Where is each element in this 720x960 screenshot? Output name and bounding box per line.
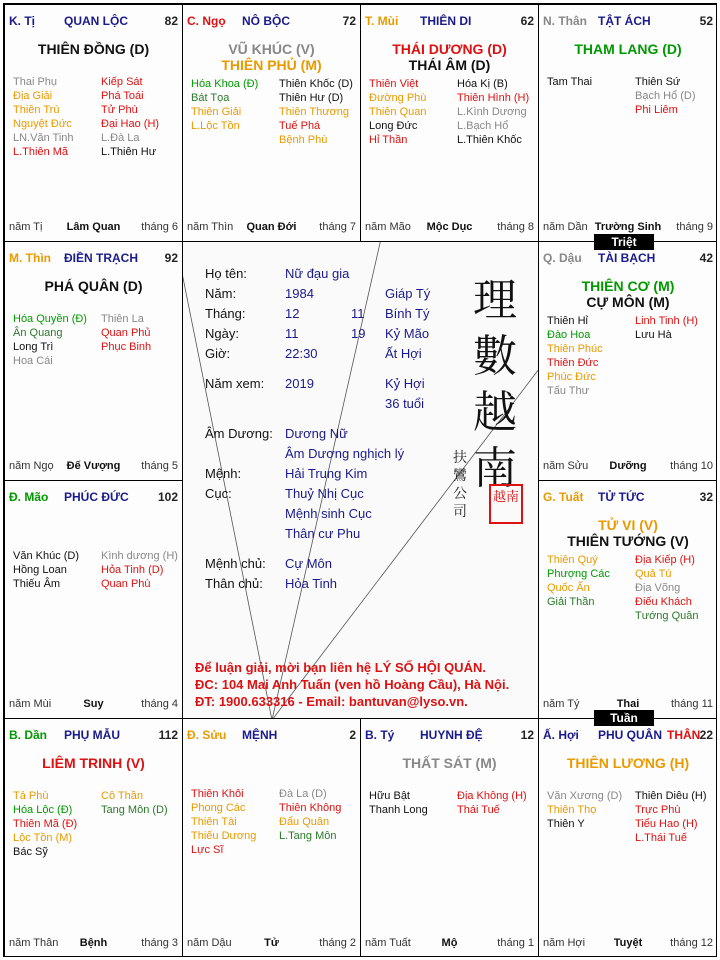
minor-star: Hóa Khoa (Đ) bbox=[191, 78, 259, 90]
contact-line: ĐC: 104 Mai Anh Tuấn (ven hồ Hoàng Cầu), Hà Nội. bbox=[195, 677, 510, 692]
minor-stars-left bbox=[191, 787, 256, 857]
branch-label: K. Tị bbox=[9, 14, 35, 28]
calligraphy-char: 理 bbox=[473, 275, 517, 326]
palace-cell-ngo[interactable] bbox=[182, 4, 361, 242]
palace-header bbox=[365, 728, 534, 742]
info-label: Thân chủ: bbox=[205, 576, 263, 591]
minor-star: Thiên Trù bbox=[13, 104, 60, 116]
month-label: tháng 11 bbox=[670, 698, 713, 710]
minor-star: Thiên Quý bbox=[547, 554, 598, 566]
minor-star: Phi Liêm bbox=[635, 104, 678, 116]
main-star: THÁI DƯƠNG (D) bbox=[392, 41, 507, 57]
minor-star: Địa Giải bbox=[13, 90, 53, 102]
palace-cell-ty[interactable] bbox=[360, 718, 539, 957]
branch-label: Đ. Sửu bbox=[187, 728, 227, 742]
minor-star: L.Kình Dương bbox=[457, 106, 527, 118]
life-stage: Bệnh bbox=[79, 937, 108, 949]
minor-star: Thiên Giải bbox=[191, 106, 242, 118]
minor-star: Thiên Hư (D) bbox=[279, 92, 344, 104]
minor-star: Thiên Phúc bbox=[547, 343, 603, 355]
palace-number: 2 bbox=[349, 728, 356, 742]
palace-name: THIÊN DI bbox=[420, 14, 472, 28]
life-stage: Suy bbox=[83, 698, 104, 710]
minor-star: Thiếu Âm bbox=[13, 578, 61, 590]
palace-name: HUYNH ĐỆ bbox=[420, 728, 483, 742]
minor-stars-left bbox=[13, 312, 87, 368]
palace-header bbox=[9, 251, 178, 265]
palace-header bbox=[9, 490, 178, 504]
info-value: Cự Môn bbox=[285, 556, 332, 571]
minor-stars bbox=[547, 553, 709, 673]
minor-star: Lộc Tồn (M) bbox=[13, 832, 73, 844]
palace-number: 72 bbox=[342, 14, 356, 28]
palace-number: 42 bbox=[699, 251, 713, 265]
minor-star: L.Bạch Hổ bbox=[457, 120, 509, 132]
calligraphy-char: 數 bbox=[473, 331, 517, 382]
main-star: TỬ VI (V) bbox=[598, 517, 658, 533]
life-stage: Lâm Quan bbox=[66, 221, 121, 233]
minor-star: Giải Thần bbox=[547, 596, 595, 608]
minor-star: Thái Tuế bbox=[457, 804, 500, 816]
life-stage: Quan Đới bbox=[246, 221, 297, 233]
minor-star: Phong Các bbox=[191, 802, 246, 814]
life-stage: Dưỡng bbox=[609, 460, 647, 472]
month-label: tháng 6 bbox=[141, 221, 178, 233]
life-stage: Trường Sinh bbox=[594, 221, 662, 233]
info-value: Kỷ Mão bbox=[385, 326, 430, 341]
month-label: tháng 12 bbox=[670, 937, 713, 949]
minor-stars-left bbox=[13, 75, 74, 159]
minor-stars bbox=[547, 789, 709, 909]
minor-star: Tướng Quân bbox=[635, 610, 699, 622]
year-label: năm Dần bbox=[543, 221, 588, 233]
minor-star: Tử Phù bbox=[101, 104, 138, 116]
palace-number: 62 bbox=[520, 14, 534, 28]
palace-name: QUAN LỘC bbox=[64, 14, 128, 28]
palace-footer bbox=[543, 937, 713, 951]
palace-footer bbox=[187, 221, 356, 235]
minor-star: Thiên Hỉ bbox=[547, 315, 588, 327]
minor-stars-left bbox=[547, 553, 610, 609]
minor-stars bbox=[547, 314, 709, 434]
minor-star: Điếu Khách bbox=[635, 596, 692, 608]
info-value: Bính Tý bbox=[385, 306, 430, 321]
palace-cell-thin[interactable] bbox=[4, 241, 183, 481]
month-label: tháng 9 bbox=[676, 221, 713, 233]
minor-star: Địa Võng bbox=[635, 582, 681, 594]
minor-star: Đường Phù bbox=[369, 92, 427, 104]
minor-star: Quốc Ấn bbox=[547, 582, 590, 594]
info-label: Tháng: bbox=[205, 306, 246, 321]
info-label: Mệnh: bbox=[205, 466, 242, 481]
palace-cell-than[interactable] bbox=[538, 4, 717, 242]
minor-star: Văn Xương (D) bbox=[547, 790, 623, 802]
minor-star: Hoa Cái bbox=[13, 355, 53, 367]
minor-star: L.Đà La bbox=[101, 132, 140, 144]
palace-header bbox=[9, 14, 178, 28]
palace-number: 82 bbox=[164, 14, 178, 28]
palace-cell-mui[interactable] bbox=[360, 4, 539, 242]
palace-name: TỬ TỨC bbox=[598, 490, 645, 504]
minor-stars-right bbox=[101, 75, 159, 159]
life-stage: Mộ bbox=[441, 937, 458, 949]
minor-star: Phục Binh bbox=[101, 341, 152, 353]
minor-stars-right bbox=[101, 312, 151, 354]
main-star: PHÁ QUÂN (D) bbox=[44, 278, 143, 294]
info-value: Âm Dương nghịch lý bbox=[285, 446, 405, 461]
year-label: năm Mùi bbox=[9, 698, 52, 710]
minor-stars-left bbox=[547, 75, 592, 89]
palace-number: 92 bbox=[164, 251, 178, 265]
minor-star: Hóa Kị (B) bbox=[457, 78, 508, 90]
info-value: 36 tuổi bbox=[385, 396, 425, 411]
minor-star: Tang Môn (D) bbox=[101, 804, 168, 816]
year-label: năm Tý bbox=[543, 698, 580, 710]
palace-header bbox=[187, 728, 356, 742]
minor-star: Bác Sỹ bbox=[13, 846, 48, 858]
palace-footer bbox=[365, 221, 534, 235]
side-char: 司 bbox=[453, 504, 467, 520]
calligraphy-char: 南 bbox=[473, 443, 517, 494]
main-star: THIÊN ĐỒNG (D) bbox=[37, 41, 150, 57]
minor-stars-right bbox=[457, 77, 529, 147]
life-stage: Mộc Dục bbox=[426, 221, 473, 233]
info-value: Giáp Tý bbox=[385, 286, 431, 301]
palace-cell-suu[interactable] bbox=[182, 718, 361, 957]
info-value: 1984 bbox=[285, 286, 314, 301]
year-label: năm Dậu bbox=[187, 937, 232, 949]
month-label: tháng 2 bbox=[319, 937, 356, 949]
palace-footer bbox=[9, 937, 178, 951]
minor-star: Linh Tinh (H) bbox=[635, 315, 698, 327]
minor-star: Hồng Loan bbox=[13, 564, 67, 576]
palace-number: 12 bbox=[520, 728, 534, 742]
minor-star: Nguyệt Đức bbox=[13, 118, 72, 130]
month-label: tháng 8 bbox=[497, 221, 534, 233]
main-star: THIÊN TƯỚNG (V) bbox=[567, 533, 689, 549]
info-label: Năm: bbox=[205, 286, 237, 301]
palace-name: PHÚC ĐỨC bbox=[64, 490, 129, 504]
minor-stars bbox=[13, 549, 178, 669]
main-star: THIÊN LƯƠNG (H) bbox=[566, 755, 690, 771]
palace-header bbox=[543, 490, 713, 504]
minor-star: Thai Phụ bbox=[13, 76, 58, 88]
main-star: LIÊM TRINH (V) bbox=[42, 755, 145, 771]
palace-header bbox=[365, 14, 534, 28]
minor-star: Đẩu Quân bbox=[279, 816, 330, 828]
palace-name: MỆNH bbox=[242, 728, 278, 742]
info-value: 2019 bbox=[285, 376, 314, 391]
minor-star: Kiếp Sát bbox=[101, 76, 143, 88]
horoscope-chart bbox=[3, 3, 717, 957]
minor-stars bbox=[191, 77, 352, 197]
info-label: Cục: bbox=[205, 486, 232, 501]
life-stage: Thai bbox=[616, 698, 640, 710]
minor-stars-left bbox=[369, 789, 428, 817]
info-value: Hải Trung Kim bbox=[285, 466, 368, 481]
minor-star: Thiên Hình (H) bbox=[457, 92, 530, 104]
minor-star: Tuế Phá bbox=[279, 120, 321, 132]
minor-star: Hữu Bật bbox=[369, 790, 410, 802]
minor-star: Hỏa Tinh (D) bbox=[101, 564, 164, 576]
info-value: Ất Hợi bbox=[385, 346, 422, 361]
minor-star: Thiên Khốc (D) bbox=[279, 78, 353, 90]
minor-stars bbox=[13, 312, 174, 432]
minor-stars-left bbox=[191, 77, 258, 133]
minor-star: Phá Toái bbox=[101, 90, 144, 102]
minor-star: Tả Phù bbox=[13, 790, 49, 802]
minor-star: Thiên Việt bbox=[369, 78, 419, 90]
minor-stars-right bbox=[635, 314, 698, 342]
main-star: CỰ MÔN (M) bbox=[586, 294, 670, 310]
minor-star: LN.Văn Tinh bbox=[13, 132, 74, 144]
minor-star: Thiên Thọ bbox=[547, 804, 597, 816]
info-label: Âm Dương: bbox=[205, 426, 273, 441]
info-value: Thuỷ Nhị Cục bbox=[285, 486, 364, 501]
main-star: THÁI ÂM (D) bbox=[408, 57, 491, 73]
minor-star: Địa Không (H) bbox=[457, 790, 527, 802]
branch-label: Q. Dậu bbox=[543, 251, 582, 265]
minor-star: Kình dương (H) bbox=[101, 550, 178, 562]
palace-number: 22 bbox=[699, 728, 713, 742]
month-label: tháng 7 bbox=[319, 221, 356, 233]
palace-name: PHỤ MẪU bbox=[64, 728, 120, 742]
minor-star: Phúc Đức bbox=[547, 371, 596, 383]
info-value: Nữ đạu gia bbox=[285, 266, 350, 281]
info-label: Ngày: bbox=[205, 326, 239, 341]
month-label: tháng 4 bbox=[141, 698, 178, 710]
minor-star: Đào Hoa bbox=[547, 329, 591, 341]
branch-label: M. Thìn bbox=[9, 251, 51, 265]
year-label: năm Sửu bbox=[543, 460, 589, 472]
palace-cell-dau[interactable] bbox=[538, 241, 717, 481]
minor-star: Hỉ Thần bbox=[369, 134, 408, 146]
minor-star: Thiên Quan bbox=[369, 106, 427, 118]
info-value: Thân cư Phu bbox=[285, 526, 361, 541]
palace-header bbox=[543, 14, 713, 28]
info-label: Họ tên: bbox=[205, 266, 247, 281]
palace-header bbox=[187, 14, 356, 28]
palace-footer bbox=[9, 460, 178, 474]
minor-star: Bạch Hổ (D) bbox=[635, 90, 696, 102]
palace-cell-ti[interactable] bbox=[4, 4, 183, 242]
palace-cell-mao[interactable] bbox=[4, 480, 183, 719]
branch-label: T. Mùi bbox=[365, 14, 399, 28]
minor-stars-right bbox=[101, 789, 168, 817]
minor-star: Long Trì bbox=[13, 341, 54, 353]
minor-star: Quan Phủ bbox=[101, 327, 151, 339]
info-value: Mệnh sinh Cục bbox=[285, 506, 372, 521]
minor-star: L.Thiên Mã bbox=[13, 146, 69, 158]
minor-stars-right bbox=[279, 787, 341, 843]
minor-stars-left bbox=[13, 549, 79, 591]
year-label: năm Thân bbox=[9, 937, 59, 949]
palace-header bbox=[543, 251, 713, 265]
month-label: tháng 5 bbox=[141, 460, 178, 472]
palace-number: 32 bbox=[699, 490, 713, 504]
minor-star: L.Thiên Hư bbox=[101, 146, 157, 158]
minor-star: Thiên Mã (Đ) bbox=[13, 818, 78, 830]
branch-label: C. Ngọ bbox=[187, 14, 226, 28]
minor-star: Lưu Hà bbox=[635, 329, 672, 341]
month-label: tháng 1 bbox=[497, 937, 534, 949]
minor-star: Quan Phù bbox=[101, 578, 151, 590]
minor-stars-right bbox=[457, 789, 527, 817]
info-value: Kỷ Hợi bbox=[385, 376, 425, 391]
minor-star: Bệnh Phù bbox=[279, 134, 328, 146]
branch-label: B. Dần bbox=[9, 728, 48, 742]
branch-label: G. Tuất bbox=[543, 490, 584, 504]
minor-star: Thiên Tài bbox=[191, 816, 237, 828]
info-value: Hỏa Tinh bbox=[285, 576, 338, 591]
info-label: Mệnh chủ: bbox=[205, 556, 266, 571]
minor-star: Thiên Khôi bbox=[191, 788, 244, 800]
minor-star: Tiểu Hao (H) bbox=[635, 818, 698, 830]
minor-star: Thiên Diêu (H) bbox=[635, 790, 707, 802]
minor-star: Tam Thai bbox=[547, 76, 593, 88]
minor-stars bbox=[369, 77, 530, 197]
life-stage: Tử bbox=[264, 937, 279, 949]
minor-star: Thiếu Dương bbox=[191, 830, 257, 842]
minor-star: L.Lộc Tồn bbox=[191, 120, 240, 132]
minor-stars-right bbox=[279, 77, 353, 147]
minor-stars bbox=[369, 789, 530, 909]
minor-stars-right bbox=[101, 549, 178, 591]
branch-label: N. Thân bbox=[543, 14, 587, 28]
month-label: tháng 10 bbox=[670, 460, 713, 472]
minor-stars bbox=[191, 787, 352, 907]
year-label: năm Hợi bbox=[543, 937, 586, 949]
info-value: 11 bbox=[351, 306, 365, 321]
info-value: 19 bbox=[351, 326, 366, 341]
palace-name: NÔ BỘC bbox=[242, 14, 290, 28]
minor-star: Cô Thần bbox=[101, 790, 143, 802]
palace-footer bbox=[365, 937, 534, 951]
tuan-mark: Tuần bbox=[594, 710, 654, 726]
minor-stars-left bbox=[547, 314, 603, 398]
main-star: VŨ KHÚC (V) bbox=[228, 41, 315, 57]
palace-number: 52 bbox=[699, 14, 713, 28]
branch-label: Đ. Mão bbox=[9, 490, 49, 504]
info-value: 12 bbox=[285, 306, 300, 321]
minor-star: Hóa Quyền (Đ) bbox=[13, 313, 87, 325]
minor-star: L.Thái Tuế bbox=[635, 832, 687, 844]
minor-star: Long Đức bbox=[369, 120, 418, 132]
main-star: THIÊN CƠ (M) bbox=[581, 278, 675, 294]
info-value: Dương Nữ bbox=[285, 426, 348, 441]
minor-stars-right bbox=[635, 789, 707, 845]
minor-star: Bát Tọa bbox=[191, 92, 230, 104]
year-label: năm Tuất bbox=[365, 937, 411, 949]
palace-cell-tuat[interactable] bbox=[538, 480, 717, 719]
calligraphy-char: 越 bbox=[473, 387, 517, 438]
minor-star: L.Thiên Khốc bbox=[457, 134, 522, 146]
life-stage: Tuyệt bbox=[613, 937, 643, 949]
contact-line: ĐT: 1900.633316 - Email: bantuvan@lyso.vn. bbox=[195, 694, 468, 709]
red-seal: 越南 bbox=[489, 484, 523, 524]
minor-stars bbox=[13, 75, 174, 195]
month-label: tháng 3 bbox=[141, 937, 178, 949]
triet-mark: Triệt bbox=[594, 234, 654, 250]
minor-star: Ân Quang bbox=[13, 327, 63, 339]
minor-stars-right bbox=[635, 75, 696, 117]
year-label: năm Mão bbox=[365, 221, 411, 233]
year-label: năm Tị bbox=[9, 221, 43, 233]
minor-star: Thiên Y bbox=[547, 818, 585, 830]
minor-star: Địa Kiếp (H) bbox=[635, 554, 695, 566]
branch-label: Ấ. Hợi bbox=[543, 728, 579, 742]
contact-line: Để luận giải, mời bạn liên hệ LÝ SỐ HỘI QUÁN. bbox=[195, 660, 486, 675]
info-label: Năm xem: bbox=[205, 376, 265, 391]
main-star: THIÊN PHỦ (M) bbox=[221, 57, 322, 73]
life-stage: Đế Vượng bbox=[66, 460, 121, 472]
palace-footer bbox=[9, 221, 178, 235]
palace-name: ĐIỀN TRẠCH bbox=[64, 251, 138, 265]
minor-star: Thiên Thương bbox=[279, 106, 350, 118]
year-label: năm Ngọ bbox=[9, 460, 54, 472]
minor-star: L.Tang Môn bbox=[279, 830, 337, 842]
minor-star: Thiên La bbox=[101, 313, 144, 325]
palace-name: PHU QUÂN bbox=[598, 728, 663, 742]
minor-star: Trực Phù bbox=[635, 804, 681, 816]
minor-star: Thiên Đức bbox=[547, 357, 599, 369]
minor-star: Thiên Sứ bbox=[635, 76, 681, 88]
minor-star: Đà La (D) bbox=[279, 788, 327, 800]
palace-name: TẬT ÁCH bbox=[598, 14, 651, 28]
palace-footer bbox=[187, 937, 356, 951]
year-label: năm Thìn bbox=[187, 221, 234, 233]
minor-stars-left bbox=[547, 789, 622, 831]
main-star: THẤT SÁT (M) bbox=[402, 755, 497, 771]
info-value: 22:30 bbox=[285, 346, 318, 361]
minor-stars bbox=[13, 789, 174, 909]
minor-star: Quả Tú bbox=[635, 568, 672, 580]
minor-stars-right bbox=[635, 553, 699, 623]
minor-stars-left bbox=[13, 789, 77, 859]
minor-star: Đại Hao (H) bbox=[101, 118, 160, 130]
palace-footer bbox=[543, 460, 713, 474]
palace-name-secondary: THÂN bbox=[667, 728, 701, 742]
minor-stars-left bbox=[369, 77, 426, 147]
palace-footer bbox=[543, 221, 713, 235]
minor-star: Phượng Các bbox=[547, 568, 610, 580]
palace-footer bbox=[9, 698, 178, 712]
info-value: 11 bbox=[285, 326, 299, 341]
info-label: Giờ: bbox=[205, 346, 231, 361]
palace-header bbox=[543, 728, 713, 742]
palace-cell-dan[interactable] bbox=[4, 718, 183, 957]
branch-label: B. Tý bbox=[365, 728, 395, 742]
minor-star: Tấu Thư bbox=[547, 385, 590, 397]
palace-cell-hoi[interactable] bbox=[538, 718, 717, 957]
minor-star: Thiên Không bbox=[279, 802, 342, 814]
side-char: 公 bbox=[453, 486, 467, 502]
main-star: THAM LANG (D) bbox=[574, 41, 682, 57]
palace-name: TÀI BẠCH bbox=[598, 251, 656, 265]
side-char: 鸞 bbox=[453, 468, 467, 484]
minor-stars bbox=[547, 75, 709, 195]
minor-star: Hóa Lộc (Đ) bbox=[13, 804, 73, 816]
side-char: 扶 bbox=[453, 450, 467, 466]
palace-header bbox=[9, 728, 178, 742]
palace-number: 102 bbox=[157, 490, 178, 504]
minor-star: Văn Khúc (D) bbox=[13, 550, 80, 562]
center-info-panel bbox=[183, 242, 540, 719]
palace-number: 112 bbox=[158, 728, 178, 742]
minor-star: Thanh Long bbox=[369, 804, 428, 816]
minor-star: Lực Sĩ bbox=[191, 844, 224, 856]
